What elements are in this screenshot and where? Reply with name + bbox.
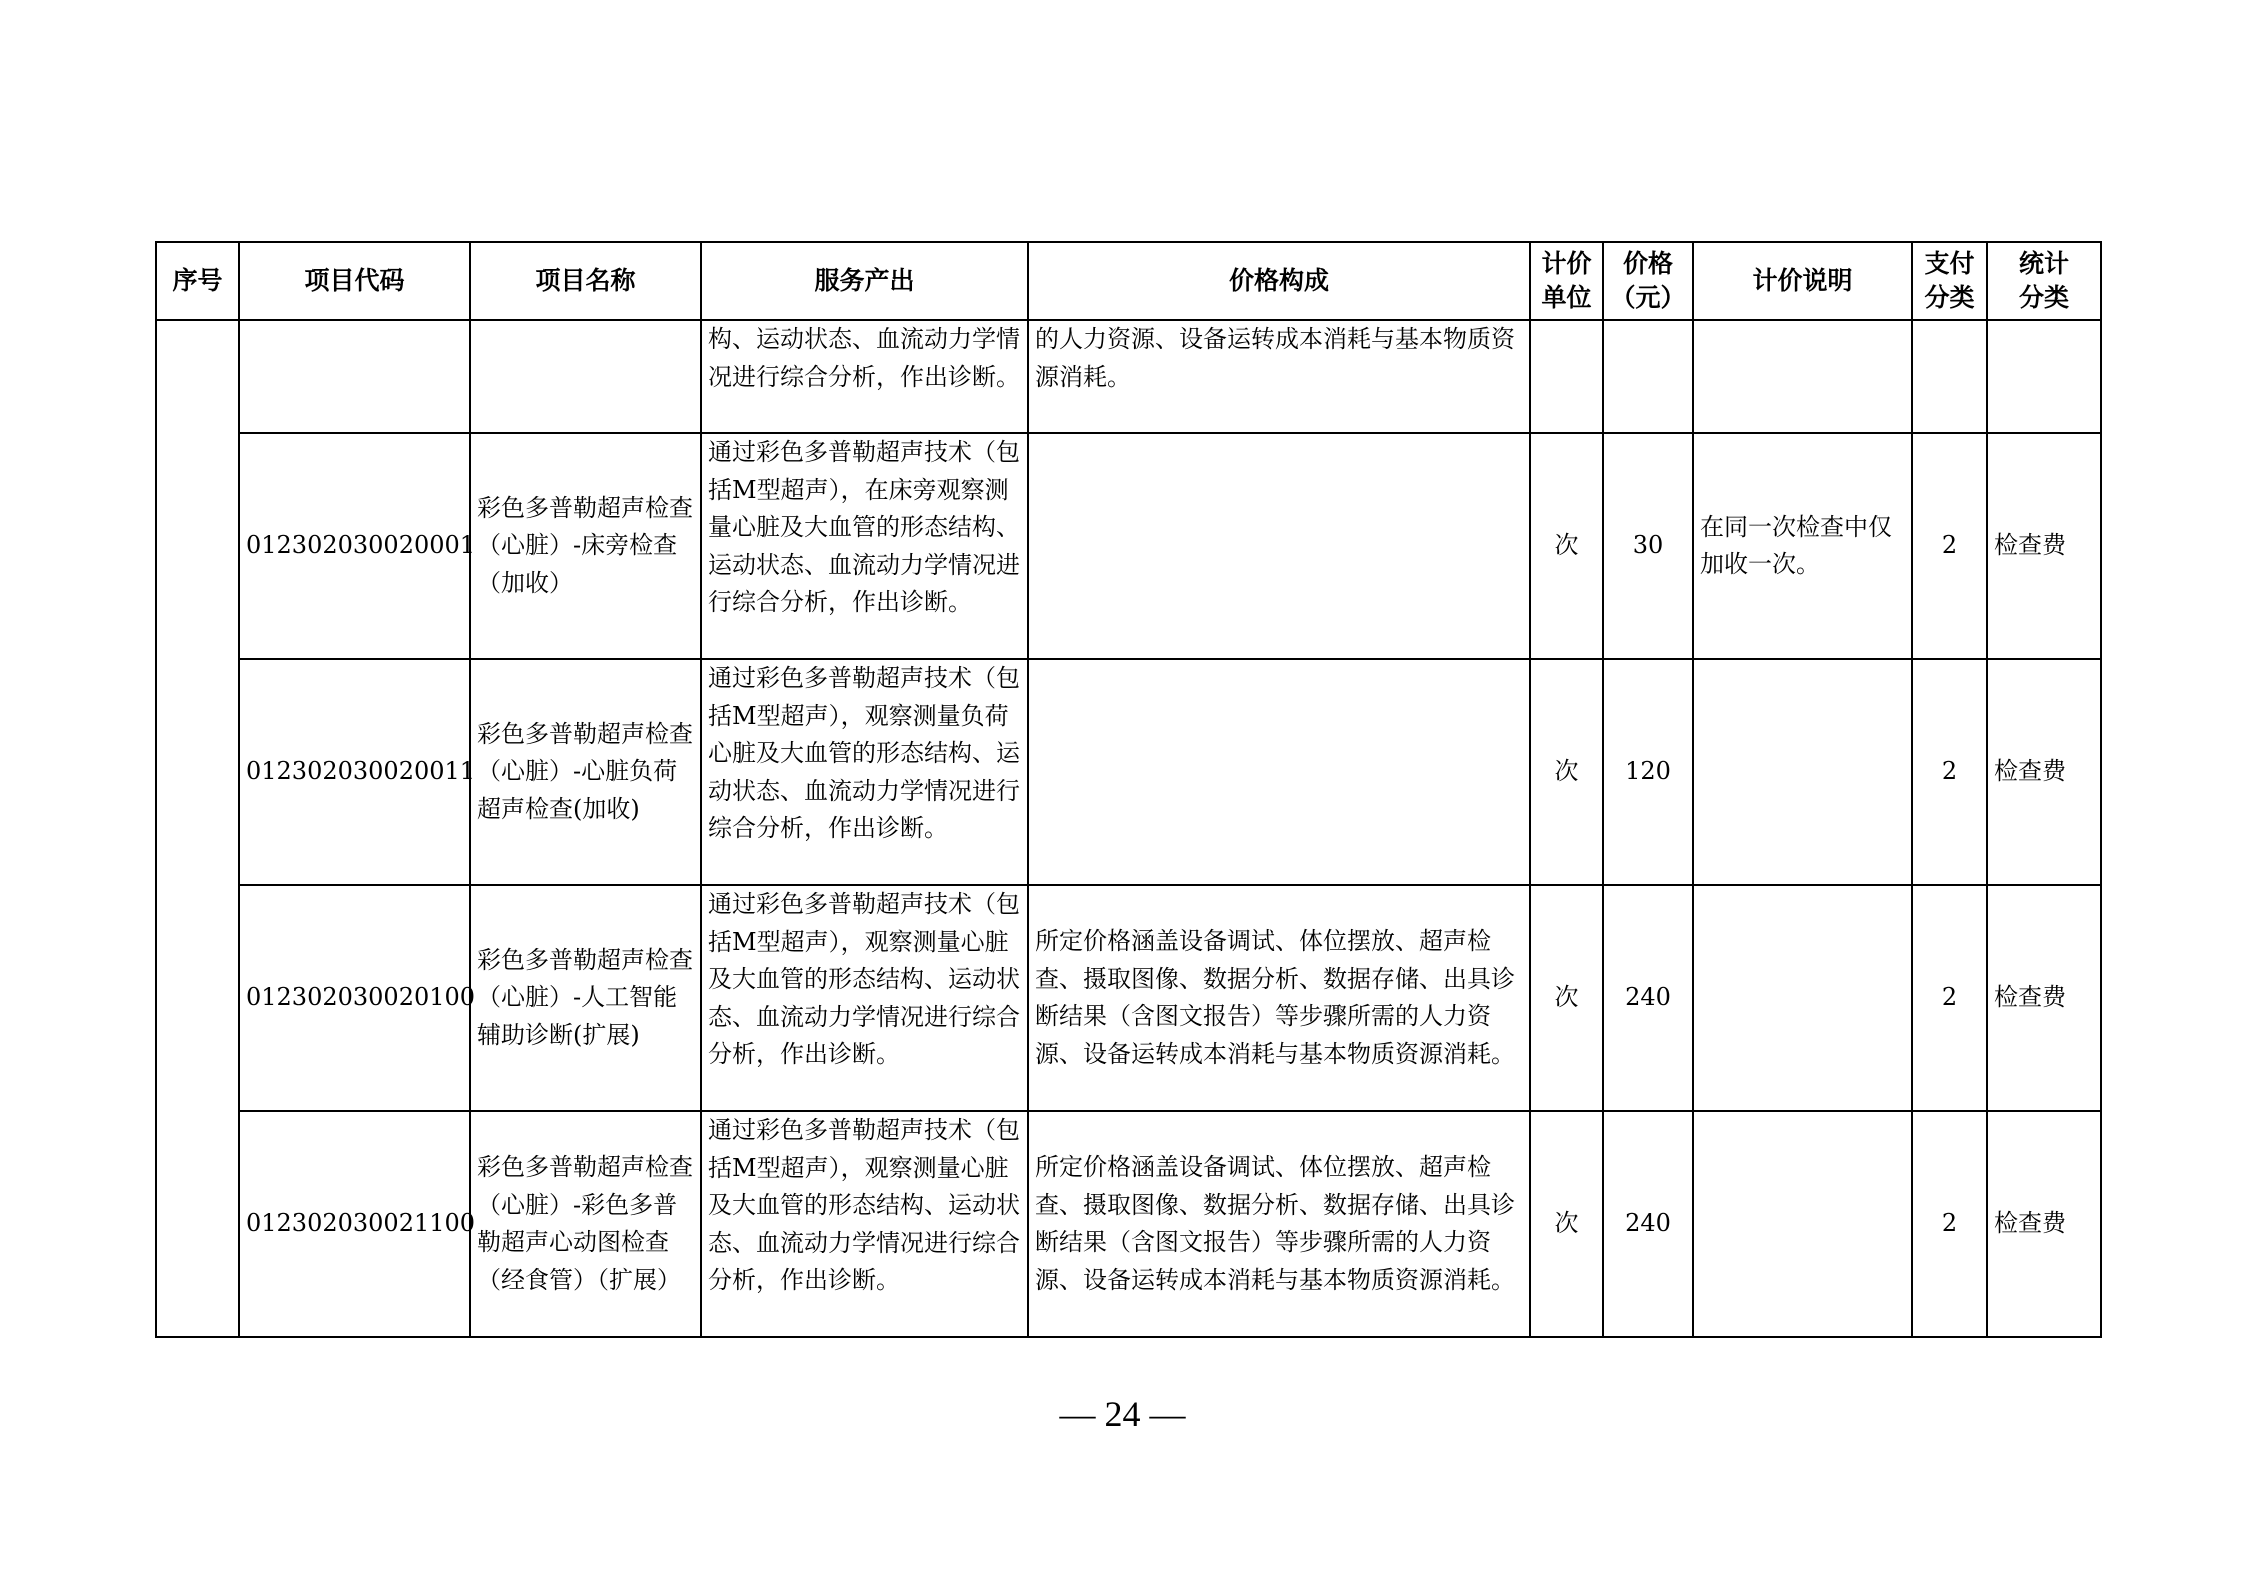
cell-output: 通过彩色多普勒超声技术（包括M型超声），观察测量心脏及大血管的形态结构、运动状态、血流动力学情况进行综合分析，作出诊断。 [701, 1111, 1028, 1337]
header-stat-line2: 分类 [2018, 283, 2069, 312]
header-pay-line2: 分类 [1924, 283, 1975, 312]
cell-note [1693, 320, 1912, 433]
cell-pay: 2 [1912, 885, 1987, 1111]
cell-name: 彩色多普勒超声检查（心脏）-床旁检查（加收） [470, 433, 701, 659]
cell-composition [1028, 433, 1530, 659]
cell-composition: 的人力资源、设备运转成本消耗与基本物质资源消耗。 [1028, 320, 1530, 433]
header-price [1603, 242, 1693, 320]
header-code: 项目代码 [239, 242, 470, 320]
cell-note [1693, 885, 1912, 1111]
price-table [155, 241, 2102, 1338]
table-row [156, 433, 2101, 659]
cell-unit: 次 [1530, 433, 1603, 659]
cell-name: 彩色多普勒超声检查（心脏）-心脏负荷超声检查(加收) [470, 659, 701, 885]
header-unit [1530, 242, 1603, 320]
cell-stat: 检查费 [1987, 433, 2101, 659]
cell-price: 240 [1603, 885, 1693, 1111]
table-row [156, 659, 2101, 885]
cell-name: 彩色多普勒超声检查（心脏）-人工智能辅助诊断(扩展) [470, 885, 701, 1111]
cell-composition [1028, 659, 1530, 885]
header-price-line2: （元） [1610, 283, 1686, 312]
cell-pay: 2 [1912, 433, 1987, 659]
cell-output: 通过彩色多普勒超声技术（包括M型超声），在床旁观察测量心脏及大血管的形态结构、运动状态、血流动力学情况进行综合分析，作出诊断。 [701, 433, 1028, 659]
table-row [156, 1111, 2101, 1337]
cell-stat: 检查费 [1987, 885, 2101, 1111]
cell-price [1603, 320, 1693, 433]
cell-note [1693, 659, 1912, 885]
cell-price: 240 [1603, 1111, 1693, 1337]
header-composition: 价格构成 [1028, 242, 1530, 320]
cell-unit: 次 [1530, 885, 1603, 1111]
cell-code: 012302030020011 [239, 659, 470, 885]
cell-unit: 次 [1530, 1111, 1603, 1337]
header-pay-line1: 支付 [1924, 249, 1975, 278]
cell-composition: 所定价格涵盖设备调试、体位摆放、超声检查、摄取图像、数据分析、数据存储、出具诊断结果（含图文报告）等步骤所需的人力资源、设备运转成本消耗与基本物质资源消耗。 [1028, 1111, 1530, 1337]
cell-name [470, 320, 701, 433]
header-price-line1: 价格 [1622, 249, 1673, 278]
cell-stat: 检查费 [1987, 1111, 2101, 1337]
header-pay [1912, 242, 1987, 320]
header-row [156, 242, 2101, 320]
cell-output: 构、运动状态、血流动力学情况进行综合分析，作出诊断。 [701, 320, 1028, 433]
cell-stat: 检查费 [1987, 659, 2101, 885]
cell-price: 120 [1603, 659, 1693, 885]
cell-unit [1530, 320, 1603, 433]
cell-code: 012302030020100 [239, 885, 470, 1111]
header-output: 服务产出 [701, 242, 1028, 320]
cell-pay [1912, 320, 1987, 433]
cell-output: 通过彩色多普勒超声技术（包括M型超声），观察测量心脏及大血管的形态结构、运动状态、血流动力学情况进行综合分析，作出诊断。 [701, 885, 1028, 1111]
cell-stat [1987, 320, 2101, 433]
header-name: 项目名称 [470, 242, 701, 320]
header-unit-line1: 计价 [1541, 249, 1592, 278]
cell-name: 彩色多普勒超声检查（心脏）-彩色多普勒超声心动图检查（经食管）（扩展） [470, 1111, 701, 1337]
cell-pay: 2 [1912, 659, 1987, 885]
cell-code: 012302030020001 [239, 433, 470, 659]
page-number: — 24 — [1059, 1394, 1186, 1434]
header-stat-line1: 统计 [2018, 249, 2069, 278]
header-unit-line2: 单位 [1541, 283, 1592, 312]
cell-note: 在同一次检查中仅加收一次。 [1693, 433, 1912, 659]
cell-unit: 次 [1530, 659, 1603, 885]
header-note: 计价说明 [1693, 242, 1912, 320]
cell-output: 通过彩色多普勒超声技术（包括M型超声），观察测量负荷心脏及大血管的形态结构、运动状态、血流动力学情况进行综合分析，作出诊断。 [701, 659, 1028, 885]
continuation-row [156, 320, 2101, 433]
cell-note [1693, 1111, 1912, 1337]
header-seq: 序号 [156, 242, 239, 320]
cell-price: 30 [1603, 433, 1693, 659]
seq-cell [156, 320, 239, 1337]
table-row [156, 885, 2101, 1111]
header-stat [1987, 242, 2101, 320]
cell-composition: 所定价格涵盖设备调试、体位摆放、超声检查、摄取图像、数据分析、数据存储、出具诊断结果（含图文报告）等步骤所需的人力资源、设备运转成本消耗与基本物质资源消耗。 [1028, 885, 1530, 1111]
cell-code [239, 320, 470, 433]
cell-pay: 2 [1912, 1111, 1987, 1337]
cell-code: 012302030021100 [239, 1111, 470, 1337]
